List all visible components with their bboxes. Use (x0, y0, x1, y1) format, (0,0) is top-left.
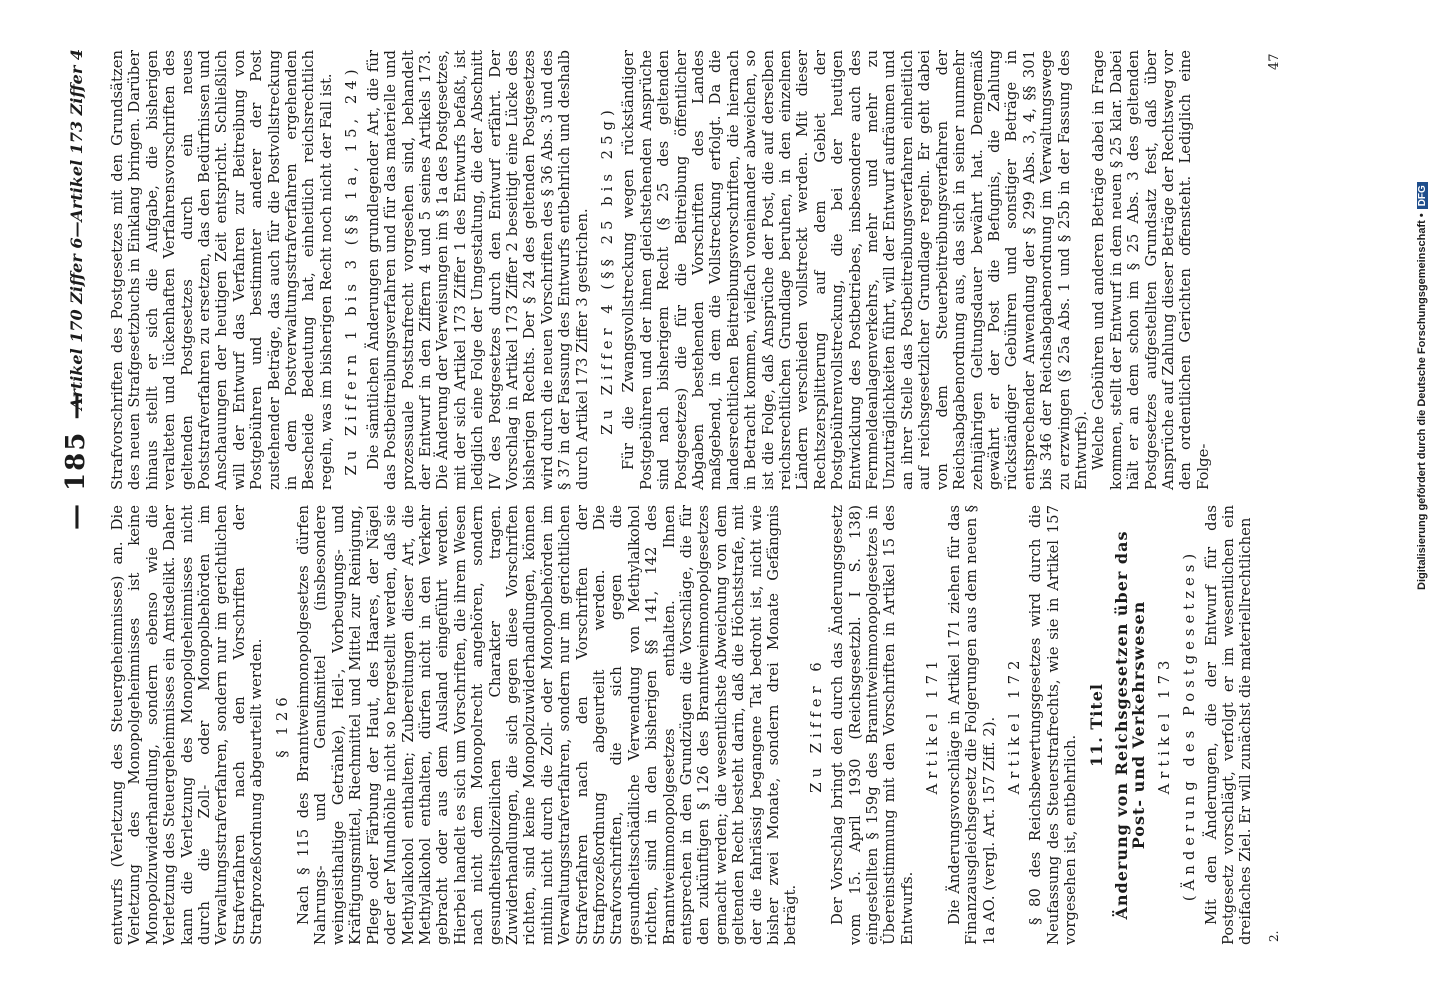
paragraph: Nach § 115 des Branntweinmonopolgesetzes dürfen Nahrungs- und Genußmittel (insbesondere weingeisthaltige Getränke), Heil-, Vorbeugungs- und Kräftigungsmittel, Riechmittel und Mittel zur Reinigung, Pflege oder Färbung der Haut, des Haares, der Nägel oder der Mundhöhle nicht so hergestellt werden, daß sie Methylalkohol enthalten; Zubereitungen dieser Art, die Methylalkohol enthalten, dürfen nicht in den Verkehr gebracht oder aus dem Ausland eingeführt werden. Hierbei handelt es sich um Vorschriften, die ihrem Wesen nach nicht dem Monopolrecht angehören, sondern gesundheitspolizeilichen Charakter tragen. Zuwiderhandlungen, die sich gegen diese Vorschriften richten, sind keine Monopolzuwiderhandlungen, können mithin nicht durch die Zoll- oder Monopolbehörden im Verwaltungsstrafverfahren, sondern nur im gerichtlichen Strafverfahren nach den Vorschriften der Strafprozeßordnung abgeurteilt werden. Die Strafvorschriften, die sich gegen die gesundheitsschädliche Verwendung von Methylalkohol richten, sind in den bisherigen §§ 141, 142 des Branntweinmonopolgesetzes enthalten. Ihnen entsprechen in den Grundzügen die Vorschläge, die für den zukünftigen § 126 des Branntweinmonopolgesetzes gemacht werden; die wesentlichste Abweichung von dem geltenden Recht besteht darin, daß die Höchststrafe, mit der die fahrlässig begangene Tat bedroht ist, nicht wie bisher zwei Monate, sondern drei Monate Gefängnis beträgt. (295, 505, 800, 945)
section-heading: § 126 (273, 692, 291, 758)
paragraph: Mit den Änderungen, die der Entwurf für das Postgesetz vorschlägt, verfolgt er im wesentlichen ein dreifaches Ziel. Er will zunächst die materiellrechtlichen (1202, 505, 1255, 945)
dfg-logo: DFG (1417, 182, 1428, 209)
paragraph: § 80 des Reichsbewertungsgesetzes wird durch die Neufassung des Steuerstrafrechts, wie sie in Artikel 157 vorgesehen ist, entbehrlich. (1027, 505, 1080, 945)
signature-mark: 2. (1267, 930, 1281, 942)
paragraph: Der Vorschlag bringt den durch das Änderungsgesetz vom 15. April 1930 (Reichsgesetzbl. I S. 138) eingestellten § 159g des Branntweinmonopolgesetzes in Übereinstimmung mit den Vorschriften in Artikel 15 des Entwurfs. (829, 505, 916, 945)
right-column (109, 50, 1212, 490)
left-column (109, 505, 1255, 945)
paragraph: Strafvorschriften des Postgesetzes mit den Grundsätzen des neuen Strafgesetzbuchs in Einklang bringen. Darüber hinaus stellt er sich die Aufgabe, die bisherigen veralteten und lückenhaften Verfahrensvorschriften des geltenden Postgesetzes durch ein neues Poststrafverfahren zu ersetzen, das den Bedürfnissen und Anschauungen der heutigen Zeit entspricht. Schließlich will der Entwurf das Verfahren zur Beitreibung von Postgebühren und bestimmter anderer der Post zustehender Beträge, das auch für die Postvollstreckung in dem Postverwaltungsstrafverfahren ergehenden Bescheide Bedeutung hat, einheitlich reichsrechtlich regeln, was im bisherigen Recht noch nicht der Fall ist. (109, 50, 335, 490)
title-subheading: Änderung von Reichsgesetzen über das Post- und Verkehrswesen (1111, 530, 1149, 920)
paragraph: Welche Gebühren und anderen Beträge dabei in Frage kommen, stellt der Entwurf in dem neuen § 25 klar. Dabei hält er an dem schon im § 25 Abs. 3 des geltenden Postgesetzes aufgestellten Grundsatz fest, daß über Ansprüche auf Zahlung dieser Beträge der Rechtsweg vor den ordentlichen Gerichten offensteht. Lediglich eine Folge- (1090, 50, 1212, 490)
running-head: Artikel 170 Ziffer 6—Artikel 173 Ziffer 4 (67, 49, 86, 410)
credit-text: Digitalisierung gefördert durch die Deutsche Forschungsgemeinschaft • (1416, 213, 1428, 590)
section-heading: Artikel 173 (1155, 655, 1173, 795)
section-heading: Artikel 172 (1005, 655, 1023, 795)
paragraph: entwurfs (Verletzung des Steuergeheimnisses) an. Die Verletzung des Monopolgeheimnisses ist keine Monopolzuwiderhandlung, sondern ebenso wie die Verletzung des Steuergeheimnisses ein Amtsdelikt. Daher kann die Verletzung des Monopolgeheimnisses nicht durch die Zoll- oder Monopolbehörden im Verwaltungsstrafverfahren, sondern nur im gerichtlichen Strafverfahren nach den Vorschriften der Strafprozeßordnung abgeurteilt werden. (109, 505, 266, 945)
page-number: — 185 — (61, 391, 91, 530)
title-heading: 11. Titel (1086, 682, 1106, 768)
digitization-credit (1414, 10, 1434, 590)
page-header (61, 0, 101, 1000)
paragraph: Die sämtlichen Änderungen grundlegender Art, die für das Postbeitreibungsverfahren und für das materielle und prozessuale Poststrafrecht vorgesehen sind, behandelt der Entwurf in den Ziffern 4 und 5 seines Artikels 173. Die Änderung der Verweisungen im § 1a des Postgesetzes, mit der sich Artikel 173 Ziffer 1 des Entwurfs befaßt, ist lediglich eine Folge der Umgestaltung, die der Abschnitt IV des Postgesetzes durch den Entwurf erfährt. Der Vorschlag in Artikel 173 Ziffer 2 beseitigt eine Lücke des bisherigen Rechts. Der § 24 des geltenden Postgesetzes wird durch die neuen Vorschriften des § 36 Abs. 3 und des § 37 in der Fassung des Entwurfs entbehrlich und deshalb durch Artikel 173 Ziffer 3 gestrichen. (364, 50, 591, 490)
paragraph: Die Änderungsvorschläge in Artikel 171 ziehen für das Finanzausgleichsgesetz die Folgerungen aus dem neuen § 1a AO. (vergl. Art. 157 Ziff. 2). (945, 505, 998, 945)
section-heading: Zu Ziffer 6 (807, 657, 825, 793)
footer-page-number: 47 (1267, 53, 1282, 70)
paragraph: Für die Zwangsvollstreckung wegen rückständiger Postgebühren und der ihnen gleichstehenden Ansprüche sind nach bisherigem Recht (§ 25 des geltenden Postgesetzes) die für die Beitreibung öffentlicher Abgaben bestehenden Vorschriften des Landes maßgebend, in dem die Vollstreckung erfolgt. Da die landesrechtlichen Beitreibungsvorschriften, die hiernach in Betracht kommen, vielfach voneinander abweichen, so ist die Folge, daß Ansprüche der Post, die auf derselben reichsrechtlichen Grundlage beruhen, in den einzelnen Ländern verschieden vollstreckt werden. Mit dieser Rechtszersplitterung auf dem Gebiet der Postgebührenvollstreckung, die bei der heutigen Entwicklung des Postbetriebes, insbesondere auch des Fernmeldeanlagenverkehrs, mehr und mehr zu Unzuträglichkeiten führt, will der Entwurf aufräumen und an ihrer Stelle das Postbeitreibungsverfahren einheitlich auf reichsgesetzlicher Grundlage regeln. Er geht dabei von dem Steuerbeitreibungsverfahren der Reichsabgabenordnung aus, das sich in seiner nunmehr zehnjährigen Geltungsdauer bewährt hat. Demgemäß gewährt er der Post die Befugnis, die Zahlung rückständiger Gebühren und sonstiger Beträge in entsprechender Anwendung der § 299 Abs. 3, 4, §§ 301 bis 346 der Reichsabgabenordnung im Verwaltungswege zu erzwingen (§ 25a Abs. 1 und § 25b in der Fassung des Entwurfs). (620, 50, 1090, 490)
section-heading: Zu Ziffer 4 (§§ 25 bis 25g) (598, 105, 616, 435)
section-subheading: (Änderung des Postgesetzes) (1181, 548, 1199, 902)
section-heading: Zu Ziffern 1 bis 3 (§§ 1a, 15, 24) (343, 64, 361, 476)
section-heading: Artikel 171 (924, 655, 942, 795)
credit-text-wrapper (1416, 182, 1428, 590)
